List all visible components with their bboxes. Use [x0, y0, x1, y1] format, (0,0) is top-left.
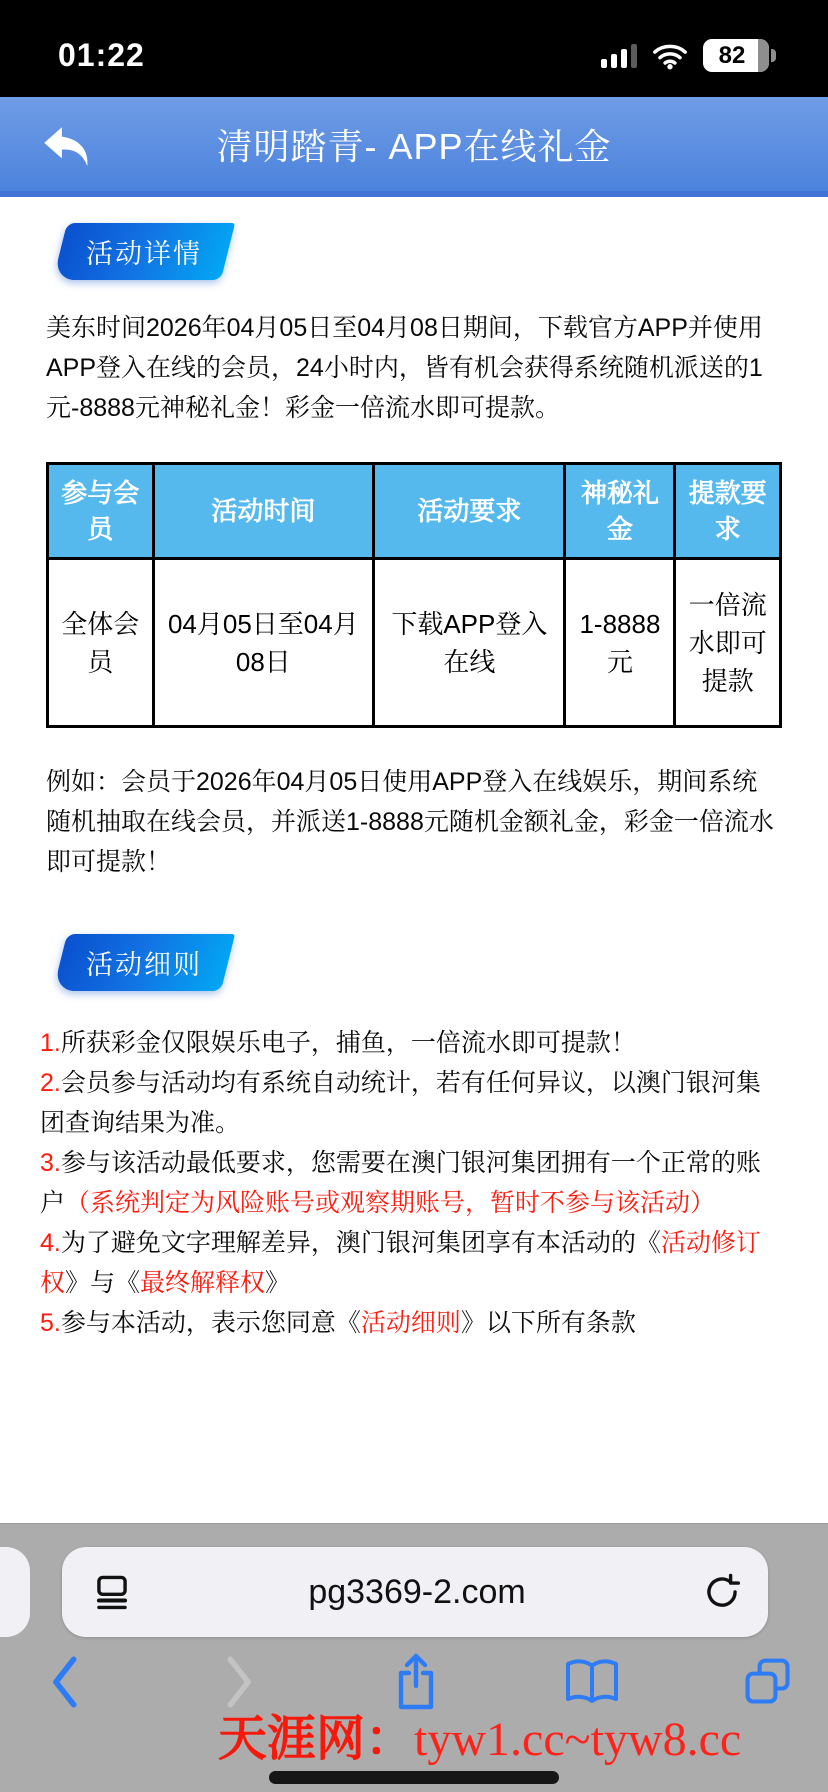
section-badge-rules-label: 活动细则: [86, 950, 202, 980]
table-row: [48, 559, 781, 727]
battery-icon: [703, 39, 776, 72]
nav-back-button[interactable]: [36, 1652, 92, 1712]
nav-forward-button[interactable]: [212, 1652, 268, 1712]
watermark-site-name: 天涯网：: [218, 1711, 415, 1766]
home-indicator[interactable]: [269, 1771, 559, 1784]
table-header-row: [48, 464, 781, 559]
table-header-cell: 活动时间: [153, 464, 374, 559]
section-badge-details-label: 活动详情: [86, 239, 202, 269]
url-text: pg3369-2.com: [308, 1572, 526, 1611]
app-header: [0, 97, 828, 197]
page-settings-icon[interactable]: [92, 1572, 132, 1612]
section-badge-rules: [53, 934, 235, 991]
table-cell: 1-8888元: [565, 559, 675, 727]
reload-icon[interactable]: [702, 1572, 742, 1612]
clock: 01:22: [58, 37, 145, 73]
previous-tab-pill[interactable]: [0, 1547, 30, 1637]
promo-table: [46, 462, 782, 728]
bookmarks-icon[interactable]: [564, 1652, 620, 1712]
table-cell: 全体会员: [48, 559, 154, 727]
battery-percent: 82: [718, 41, 746, 69]
table-cell: 下载APP登入在线: [374, 559, 565, 727]
rule-item: 3.参与该活动最低要求，您需要在澳门银河集团拥有一个正常的账户（系统判定为风险账号或观察期账号，暂时不参与该活动）: [40, 1149, 761, 1217]
rule-item: 2.会员参与活动均有系统自动统计，若有任何异议，以澳门银河集团查询结果为准。: [40, 1069, 761, 1137]
rule-item: 4.为了避免文字理解差异，澳门银河集团享有本活动的《活动修订权》与《最终解释权》: [40, 1229, 761, 1297]
safari-toolbar: [0, 1652, 828, 1712]
table-cell: 04月05日至04月08日: [153, 559, 374, 727]
rule-item: 5.参与本活动，表示您同意《活动细则》以下所有条款: [40, 1309, 636, 1337]
promo-intro-text: 美东时间2026年04月05日至04月08日期间，下载官方APP并使用APP登入在线的会员，24小时内，皆有机会获得系统随机派送的1元-8888元神秘礼金！彩金一倍流水即可提款。: [46, 314, 763, 422]
rule-item: 1.所获彩金仅限娱乐电子，捕鱼，一倍流水即可提款！: [40, 1029, 636, 1057]
page-title: 清明踏青- APP在线礼金: [216, 125, 612, 167]
table-header-cell: 神秘礼金: [565, 464, 675, 559]
rules-list: [40, 1023, 782, 1343]
wifi-icon: [651, 42, 689, 70]
section-badge-details: [53, 223, 235, 280]
status-bar: [0, 0, 828, 97]
promo-example-text: 例如：会员于2026年04月05日使用APP登入在线娱乐，期间系统随机抽取在线会员，并派送1-8888元随机金额礼金，彩金一倍流水即可提款！: [46, 768, 774, 876]
cellular-signal-icon: [601, 44, 637, 68]
address-bar[interactable]: [62, 1547, 768, 1637]
share-icon[interactable]: [388, 1652, 444, 1712]
table-header-cell: 提款要求: [675, 464, 781, 559]
back-arrow-icon[interactable]: [38, 121, 92, 173]
table-cell: 一倍流水即可提款: [675, 559, 781, 727]
watermark-domains: tyw1.cc~tyw8.cc: [414, 1713, 742, 1766]
table-header-cell: 参与会员: [48, 464, 154, 559]
safari-bottom-chrome: [0, 1523, 828, 1792]
tabs-icon[interactable]: [740, 1652, 796, 1712]
table-header-cell: 活动要求: [374, 464, 565, 559]
